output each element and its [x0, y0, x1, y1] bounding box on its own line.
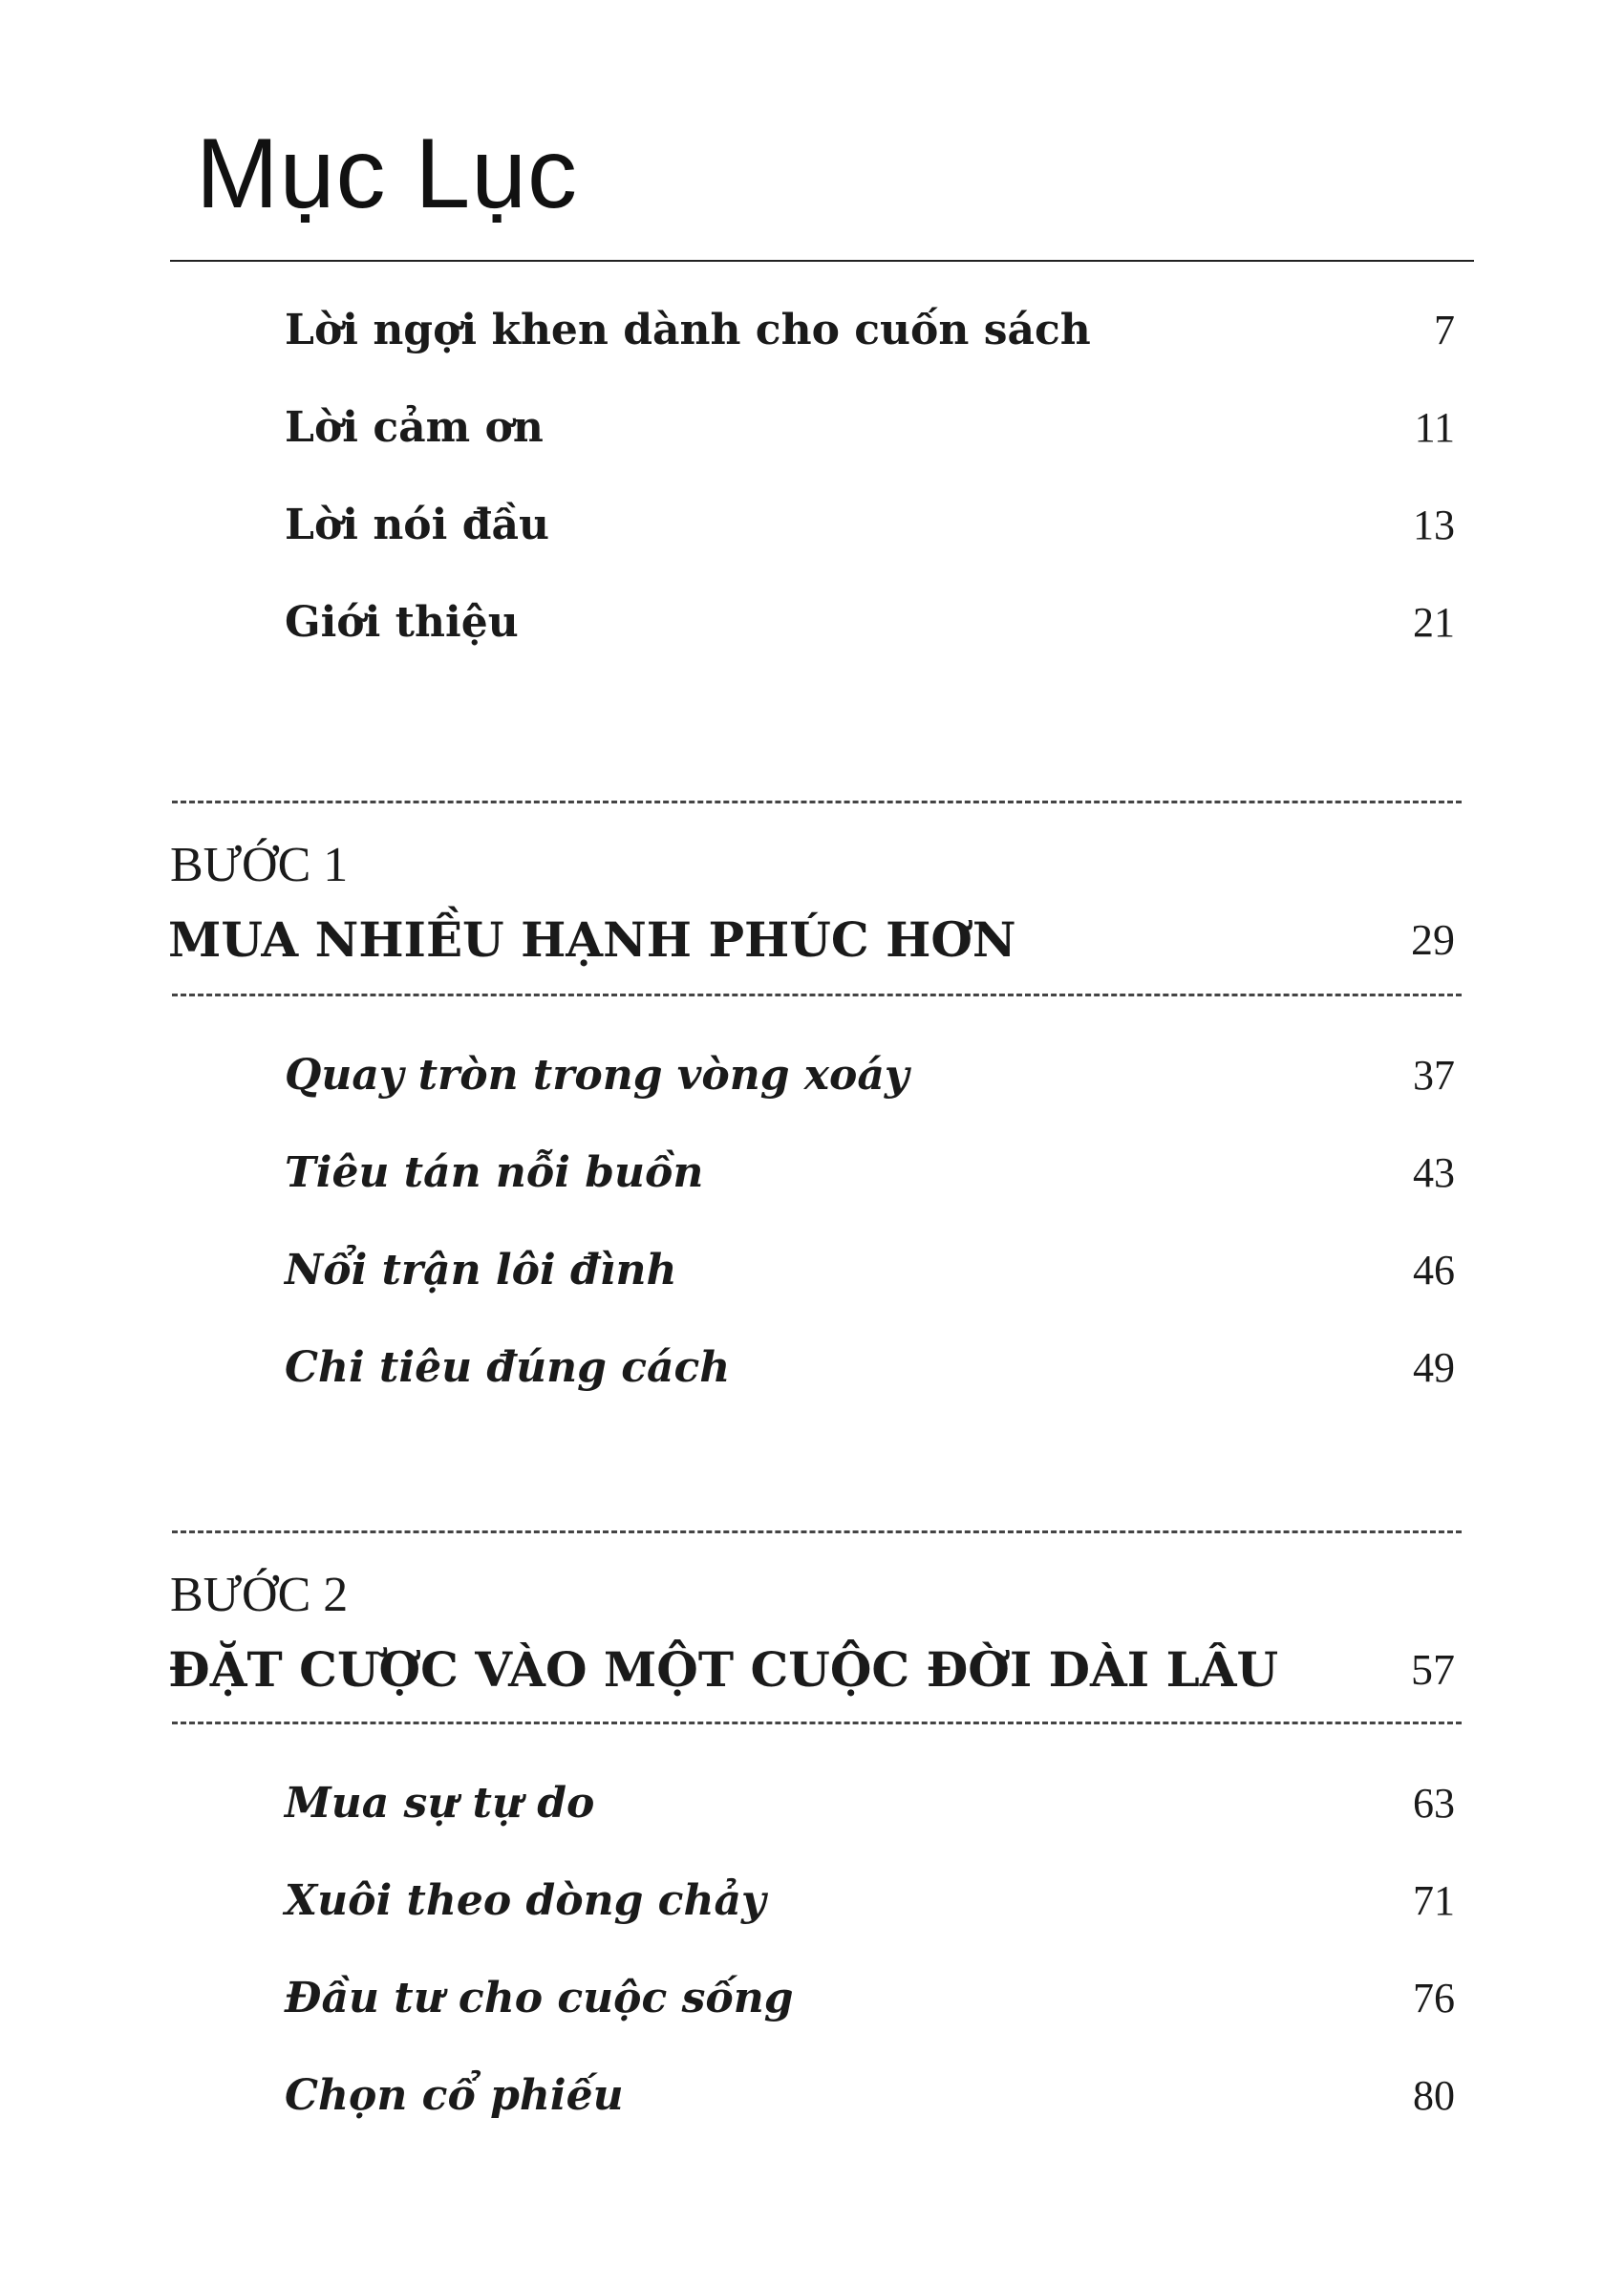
title-divider [170, 260, 1474, 262]
chapter-page: 29 [1411, 914, 1455, 964]
toc-entry-page: 11 [1414, 403, 1455, 451]
chapter-entry[interactable] [168, 1636, 1455, 1702]
toc-entry[interactable] [285, 1964, 1455, 2031]
chapter-title: ĐẶT CƯỢC VÀO MỘT CUỘC ĐỜI DÀI LÂU [168, 1640, 1279, 1698]
toc-entry-title: Lời ngợi khen dành cho cuốn sách [285, 305, 1091, 354]
toc-entry-page: 63 [1413, 1779, 1455, 1827]
step-label: BƯỚC 2 [170, 1568, 349, 1622]
toc-entry-title: Tiêu tán nỗi buồn [285, 1147, 704, 1197]
toc-entry-page: 49 [1413, 1343, 1455, 1391]
section-divider [172, 994, 1462, 996]
toc-entry[interactable] [285, 2062, 1455, 2129]
toc-entry[interactable] [285, 1236, 1455, 1303]
toc-entry-page: 37 [1413, 1051, 1455, 1099]
toc-entry[interactable] [285, 1139, 1455, 1206]
toc-entry[interactable] [285, 1334, 1455, 1401]
toc-entry[interactable] [285, 491, 1455, 558]
chapter-page: 57 [1411, 1644, 1455, 1694]
toc-entry-page: 71 [1413, 1876, 1455, 1924]
chapter-entry[interactable] [168, 906, 1455, 973]
toc-entry[interactable] [285, 394, 1455, 460]
section-divider [172, 1722, 1462, 1724]
toc-entry-page: 46 [1413, 1246, 1455, 1294]
section-divider [172, 1530, 1462, 1533]
toc-entry-title: Chọn cổ phiếu [285, 2070, 624, 2120]
section-divider [172, 801, 1462, 803]
toc-entry-title: Mua sự tự do [285, 1778, 595, 1828]
chapter-title: MUA NHIỀU HẠNH PHÚC HƠN [168, 910, 1016, 968]
toc-entry-page: 21 [1413, 598, 1455, 646]
toc-entry[interactable] [285, 1041, 1455, 1108]
toc-entry-title: Lời nói đầu [285, 500, 549, 549]
toc-entry[interactable] [285, 588, 1455, 655]
toc-entry[interactable] [285, 1769, 1455, 1836]
toc-entry-page: 80 [1413, 2071, 1455, 2119]
toc-entry-title: Xuôi theo dòng chảy [285, 1875, 766, 1925]
toc-entry-title: Nổi trận lôi đình [285, 1245, 677, 1294]
toc-entry-title: Quay tròn trong vòng xoáy [285, 1050, 909, 1100]
toc-entry-page: 76 [1413, 1974, 1455, 2022]
toc-entry-page: 13 [1413, 501, 1455, 548]
step-label: BƯỚC 1 [170, 838, 349, 892]
toc-entry-title: Lời cảm ơn [285, 402, 544, 452]
toc-entry-title: Chi tiêu đúng cách [285, 1342, 731, 1392]
page-title: Mục Lục [196, 118, 579, 229]
toc-entry[interactable] [285, 1867, 1455, 1934]
toc-entry-title: Giới thiệu [285, 597, 519, 647]
toc-entry-page: 43 [1413, 1148, 1455, 1196]
toc-entry-page: 7 [1434, 306, 1455, 353]
toc-entry-title: Đầu tư cho cuộc sống [285, 1973, 794, 2022]
toc-entry[interactable] [285, 296, 1455, 363]
